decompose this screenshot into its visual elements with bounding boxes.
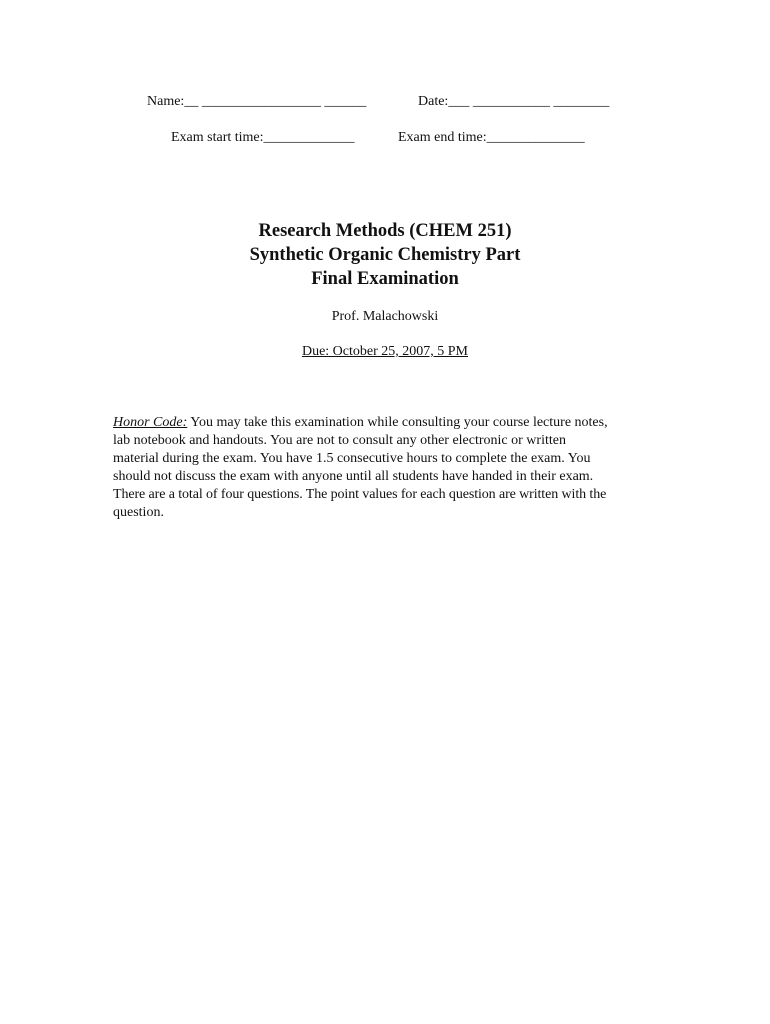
- honor-code-line: question.: [113, 505, 164, 520]
- course-title: Research Methods (CHEM 251): [258, 221, 512, 241]
- exam-end-time-field[interactable]: Exam end time:______________: [398, 130, 585, 145]
- professor-name: Prof. Malachowski: [331, 309, 439, 324]
- honor-code-text-1: You may take this examination while consulting your course lecture notes,: [187, 415, 608, 430]
- exam-title: [0, 219, 770, 291]
- honor-code-label: Honor Code:: [113, 415, 188, 430]
- exam-start-time-field[interactable]: Exam start time:_____________: [171, 130, 355, 145]
- date-field[interactable]: Date:___ ___________ ________: [418, 94, 610, 109]
- honor-code-line: There are a total of four questions. The point values for each question are written with the: [113, 487, 607, 502]
- due-date: [0, 344, 770, 360]
- name-field[interactable]: Name:__ _________________ ______: [147, 94, 367, 109]
- honor-code-line: should not discuss the exam with anyone until all students have handed in their exam.: [113, 469, 594, 484]
- exam-type-title: Final Examination: [311, 269, 459, 289]
- exam-part-title: Synthetic Organic Chemistry Part: [249, 245, 521, 265]
- honor-code-line: material during the exam. You have 1.5 consecutive hours to complete the exam. You: [113, 451, 591, 466]
- honor-code-line: lab notebook and handouts. You are not to consult any other electronic or written: [113, 433, 566, 448]
- honor-code-line: [113, 414, 663, 432]
- honor-code-paragraph: [113, 414, 663, 522]
- due-date-text: Due: October 25, 2007, 5 PM: [301, 344, 469, 359]
